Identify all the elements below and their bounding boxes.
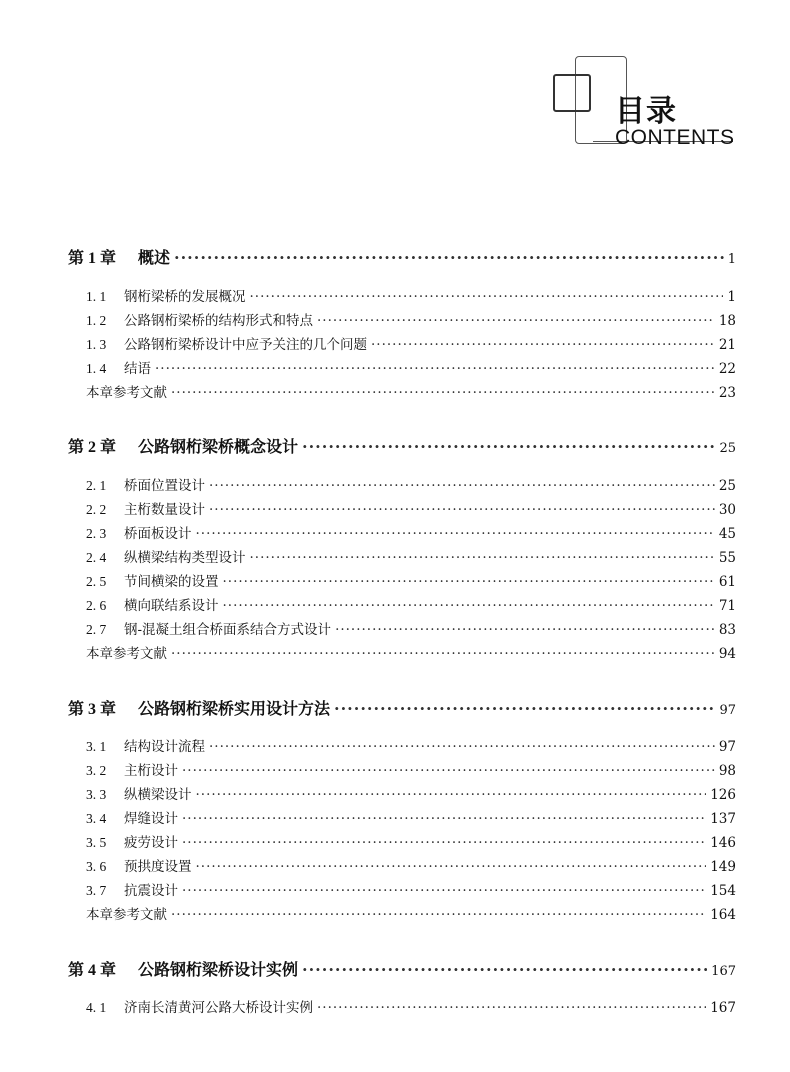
toc-section-1-4[interactable] bbox=[86, 357, 736, 377]
toc-chapter-3[interactable] bbox=[68, 696, 736, 719]
section-title: 桥面位置设计 bbox=[124, 478, 205, 494]
page-number: 71 bbox=[718, 598, 736, 614]
leader-dots bbox=[250, 289, 724, 305]
section-number: 2. 2 bbox=[86, 502, 107, 517]
section-title: 本章参考文献 bbox=[86, 385, 167, 401]
page-title: 目录 bbox=[615, 94, 677, 129]
section-number: 2. 6 bbox=[86, 598, 107, 613]
leader-dots bbox=[302, 960, 707, 979]
toc-section-2-5[interactable] bbox=[86, 570, 736, 590]
toc-section-2-4[interactable] bbox=[86, 546, 736, 566]
page-number: 23 bbox=[718, 385, 736, 401]
section-number: 3. 2 bbox=[86, 763, 107, 778]
section-title: 桥面板设计 bbox=[124, 526, 192, 542]
section-title: 本章参考文献 bbox=[86, 907, 167, 923]
leader-dots bbox=[209, 502, 715, 518]
section-title: 结语 bbox=[124, 361, 151, 377]
toc-section-3-5[interactable] bbox=[86, 831, 736, 851]
page-number: 21 bbox=[718, 337, 736, 353]
leader-dots bbox=[223, 574, 715, 590]
contents-logo bbox=[553, 48, 743, 158]
toc-chapter-1[interactable] bbox=[68, 245, 736, 268]
page-number: 83 bbox=[718, 622, 736, 638]
section-number: 2. 5 bbox=[86, 574, 107, 589]
leader-dots bbox=[317, 313, 715, 329]
section-number: 1. 1 bbox=[86, 289, 107, 304]
section-number: 3. 6 bbox=[86, 859, 107, 874]
section-title: 钢-混凝土组合桥面系结合方式设计 bbox=[124, 622, 332, 638]
page-number: 126 bbox=[710, 787, 736, 803]
leader-dots bbox=[182, 883, 706, 899]
section-number: 2. 7 bbox=[86, 622, 107, 637]
page-number: 167 bbox=[710, 1000, 736, 1016]
section-number: 1. 3 bbox=[86, 337, 107, 352]
leader-dots bbox=[209, 478, 715, 494]
page-number: 1 bbox=[727, 252, 736, 267]
page-number: 97 bbox=[718, 739, 736, 755]
leader-dots bbox=[209, 739, 715, 755]
page-number: 25 bbox=[719, 441, 736, 456]
section-number: 1. 4 bbox=[86, 361, 107, 376]
page-number: 22 bbox=[718, 361, 736, 377]
leader-dots bbox=[171, 385, 715, 401]
page-number: 45 bbox=[718, 526, 736, 542]
page-number: 137 bbox=[710, 811, 736, 827]
toc-section-3-7[interactable] bbox=[86, 879, 736, 899]
section-number: 2. 4 bbox=[86, 550, 107, 565]
toc-references-2[interactable] bbox=[86, 642, 736, 662]
section-title: 节间横梁的设置 bbox=[124, 574, 219, 590]
section-title: 疲劳设计 bbox=[124, 835, 178, 851]
leader-dots bbox=[334, 699, 715, 718]
chapter-title: 概述 bbox=[138, 248, 171, 267]
leader-dots bbox=[196, 526, 715, 542]
toc-chapter-4[interactable] bbox=[68, 957, 736, 980]
toc-section-1-3[interactable] bbox=[86, 333, 736, 353]
toc-section-3-3[interactable] bbox=[86, 783, 736, 803]
section-title: 济南长清黄河公路大桥设计实例 bbox=[124, 1000, 313, 1016]
toc-section-2-3[interactable] bbox=[86, 522, 736, 542]
section-title: 钢桁梁桥的发展概况 bbox=[124, 289, 246, 305]
chapter-number: 第 2 章 bbox=[68, 439, 117, 456]
section-number: 2. 3 bbox=[86, 526, 107, 541]
leader-dots bbox=[317, 1000, 706, 1016]
page-number: 1 bbox=[727, 289, 736, 305]
page-number: 146 bbox=[710, 835, 736, 851]
leader-dots bbox=[250, 550, 715, 566]
leader-dots bbox=[171, 907, 706, 923]
page-number: 167 bbox=[711, 964, 736, 979]
leader-dots bbox=[371, 337, 715, 353]
page-number: 154 bbox=[710, 883, 736, 899]
section-title: 结构设计流程 bbox=[124, 739, 205, 755]
toc-section-2-7[interactable] bbox=[86, 618, 736, 638]
leader-dots bbox=[182, 811, 706, 827]
toc-section-1-1[interactable] bbox=[86, 285, 736, 305]
chapter-number: 第 1 章 bbox=[68, 250, 117, 267]
section-title: 公路钢桁梁桥设计中应予关注的几个问题 bbox=[124, 337, 367, 353]
toc-chapter-2[interactable] bbox=[68, 434, 736, 457]
section-number: 3. 5 bbox=[86, 835, 107, 850]
page-number: 97 bbox=[719, 703, 736, 718]
toc-references-3[interactable] bbox=[86, 903, 736, 923]
page-number: 55 bbox=[718, 550, 736, 566]
toc-section-2-6[interactable] bbox=[86, 594, 736, 614]
section-number: 3. 1 bbox=[86, 739, 107, 754]
leader-dots bbox=[174, 248, 724, 267]
page-number: 30 bbox=[718, 502, 736, 518]
toc-section-3-4[interactable] bbox=[86, 807, 736, 827]
section-number: 3. 3 bbox=[86, 787, 107, 802]
toc-section-3-1[interactable] bbox=[86, 735, 736, 755]
toc-section-3-2[interactable] bbox=[86, 759, 736, 779]
toc-section-3-6[interactable] bbox=[86, 855, 736, 875]
toc-section-2-2[interactable] bbox=[86, 498, 736, 518]
page-number: 94 bbox=[718, 646, 736, 662]
chapter-number: 第 3 章 bbox=[68, 701, 117, 718]
leader-dots bbox=[196, 787, 707, 803]
section-title: 横向联结系设计 bbox=[124, 598, 219, 614]
section-title: 纵横梁结构类型设计 bbox=[124, 550, 246, 566]
section-number: 2. 1 bbox=[86, 478, 107, 493]
chapter-title: 公路钢桁梁桥设计实例 bbox=[138, 960, 299, 979]
leader-dots bbox=[196, 859, 707, 875]
section-number: 4. 1 bbox=[86, 1000, 107, 1015]
page-subtitle: CONTENTS bbox=[615, 126, 735, 149]
leader-dots bbox=[182, 763, 715, 779]
toc-references-1[interactable] bbox=[86, 381, 736, 401]
section-title: 预拱度设置 bbox=[124, 859, 192, 875]
leader-dots bbox=[335, 622, 715, 638]
chapter-title: 公路钢桁梁桥概念设计 bbox=[138, 437, 299, 456]
section-title: 纵横梁设计 bbox=[124, 787, 192, 803]
section-title: 焊缝设计 bbox=[124, 811, 178, 827]
toc-section-4-1[interactable] bbox=[86, 996, 736, 1016]
page-number: 25 bbox=[718, 478, 736, 494]
page-number: 61 bbox=[718, 574, 736, 590]
leader-dots bbox=[223, 598, 715, 614]
section-title: 公路钢桁梁桥的结构形式和特点 bbox=[124, 313, 313, 329]
leader-dots bbox=[155, 361, 715, 377]
section-title: 主桁数量设计 bbox=[124, 502, 205, 518]
page-number: 18 bbox=[718, 313, 736, 329]
section-title: 本章参考文献 bbox=[86, 646, 167, 662]
page-number: 164 bbox=[710, 907, 736, 923]
leader-dots bbox=[302, 437, 715, 456]
section-title: 抗震设计 bbox=[124, 883, 178, 899]
chapter-title: 公路钢桁梁桥实用设计方法 bbox=[138, 699, 331, 718]
leader-dots bbox=[171, 646, 715, 662]
toc-section-2-1[interactable] bbox=[86, 474, 736, 494]
page-number: 149 bbox=[710, 859, 736, 875]
section-number: 1. 2 bbox=[86, 313, 107, 328]
section-number: 3. 4 bbox=[86, 811, 107, 826]
toc-section-1-2[interactable] bbox=[86, 309, 736, 329]
leader-dots bbox=[182, 835, 706, 851]
section-number: 3. 7 bbox=[86, 883, 107, 898]
chapter-number: 第 4 章 bbox=[68, 962, 117, 979]
section-title: 主桁设计 bbox=[124, 763, 178, 779]
logo-frame-small bbox=[553, 74, 591, 112]
page-number: 98 bbox=[718, 763, 736, 779]
